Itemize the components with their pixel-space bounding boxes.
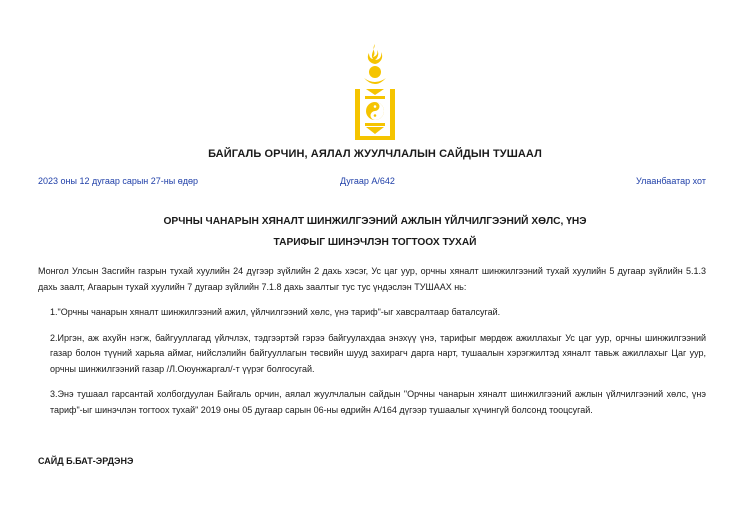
document-title — [0, 211, 750, 253]
ministry-title: БАЙГАЛЬ ОРЧИН, АЯЛАЛ ЖУУЛЧЛАЛЫН САЙДЫН ТУШААЛ — [208, 148, 542, 160]
signature-line: САЙД Б.БАТ-ЭРДЭНЭ — [38, 456, 134, 466]
order-item-3: 3.Энэ тушаал гарсантай холбогдуулан Байгаль орчин, аялал жуулчлалын сайдын "Орчны чанарын хяналт шинжилгээний ажлын үйлчилгээний хөлс, үнэ тариф"-ыг шинэчлэн тогтоох тухай" 2019 оны 05 дугаар сарын 06-ны өдрийн А/164 дүгээр тушаалыг хүчингүй болсонд тооцсугай. — [50, 389, 706, 415]
document-body — [38, 264, 706, 428]
order-place: Улаанбаатар хот — [636, 176, 706, 186]
order-date: 2023 оны 12 дугаар сарын 27-ны өдөр — [38, 176, 198, 186]
order-meta-row — [38, 176, 706, 190]
preamble-paragraph: Монгол Улсын Засгийн газрын тухай хуулийн 24 дүгээр зүйлийн 2 дахь хэсэг, Ус цаг уур, орчны хяналт шинжилгээний тухай хуулийн 5 дугаар зүйлийн 5.1.3 дахь заалт, Агаарын тухай хуулийн 7 дугаар зүйлийн 7.1.8 дахь заалтыг тус тус үндэслэн ТУШААХ нь: — [38, 266, 706, 292]
soyombo-emblem-icon — [344, 42, 406, 142]
document-title-line-1: ОРЧНЫ ЧАНАРЫН ХЯНАЛТ ШИНЖИЛГЭЭНИЙ АЖЛЫН ҮЙЛЧИЛГЭЭНИЙ ХӨЛС, ҮНЭ — [163, 216, 587, 227]
order-number: Дугаар А/642 — [340, 176, 395, 186]
document-title-line-2: ТАРИФЫГ ШИНЭЧЛЭН ТОГТООХ ТУХАЙ — [273, 237, 477, 248]
order-item-2: 2.Иргэн, аж ахуйн нэгж, байгууллагад үйлчлэх, тэдгээртэй гэрээ байгуулахдаа энэхүү үнэ, тарифыг мөрдөж ажиллахыг Ус цаг уур, орчны шинжилгээний газар болон түүний харьяа аймаг, нийслэлийн байгууллагын төсвийн шууд захирагч дарга нарт, тушаалын хэрэгжилтэд хяналт тавьж ажиллахыг Цаг уур, орчны шинжилгээний газар /Л.Оюунжаргал/-т үүрэг болгосугай. — [50, 332, 706, 374]
order-item-1: 1."Орчны чанарын хяналт шинжилгээний ажил, үйлчилгээний хөлс, үнэ тариф"-ыг хавсралтаар баталсугай. — [50, 307, 501, 317]
